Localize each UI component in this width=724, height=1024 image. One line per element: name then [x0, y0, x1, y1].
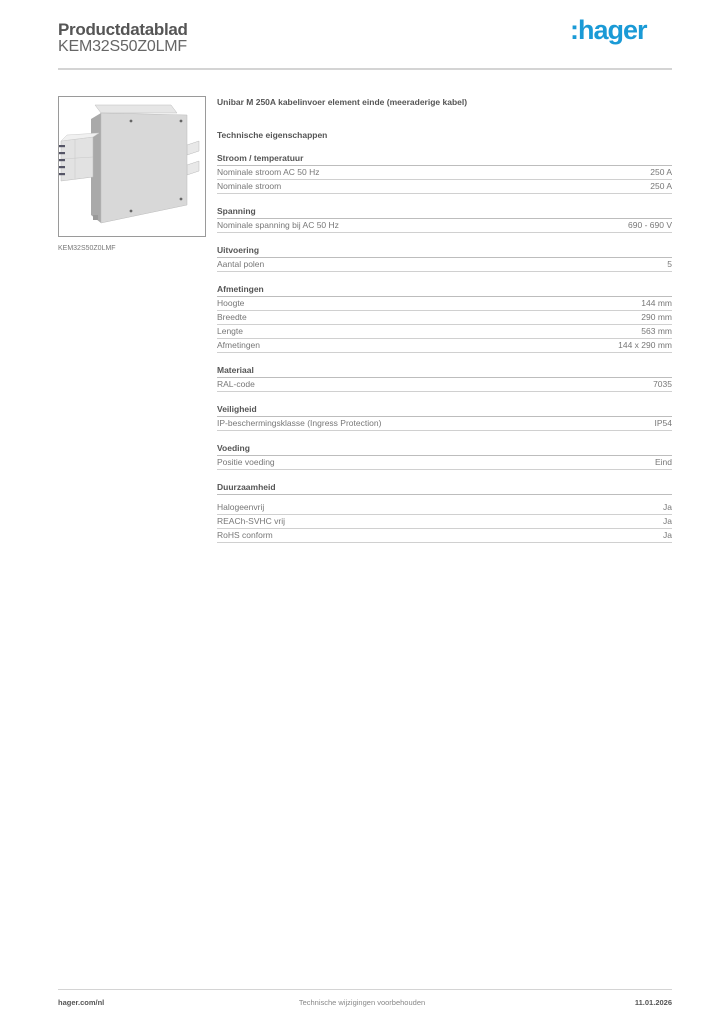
- section-title: Afmetingen: [217, 283, 672, 297]
- spec-label: RAL-code: [217, 379, 255, 389]
- spec-value: 250 A: [650, 167, 672, 177]
- spec-row: [217, 311, 672, 325]
- image-caption: KEM32S50Z0LMF: [58, 245, 116, 252]
- section-design: [217, 244, 672, 272]
- spec-label: Aantal polen: [217, 259, 265, 269]
- spec-value: 290 mm: [641, 312, 672, 322]
- section-title: Stroom / temperatuur: [217, 152, 672, 166]
- spec-label: Positie voeding: [217, 457, 275, 467]
- spec-label: Nominale stroom: [217, 181, 282, 191]
- spec-value: 144 x 290 mm: [618, 340, 672, 350]
- spec-row: [217, 378, 672, 392]
- hager-logo: :hager: [570, 15, 647, 45]
- spec-row: [217, 417, 672, 431]
- spec-content: [217, 96, 672, 543]
- section-title: Spanning: [217, 205, 672, 219]
- spec-value: Ja: [663, 502, 672, 512]
- section-voltage: [217, 205, 672, 233]
- spec-row: [217, 515, 672, 529]
- technical-properties-heading: Technische eigenschappen: [217, 130, 328, 140]
- section-safety: [217, 403, 672, 431]
- section-current-temperature: [217, 152, 672, 194]
- header-divider: [58, 68, 672, 70]
- footer-date: 11.01.2026: [634, 998, 672, 1007]
- spec-value: Eind: [654, 457, 672, 467]
- spec-row: [217, 325, 672, 339]
- spec-row: [217, 297, 672, 311]
- section-title: Materiaal: [217, 364, 672, 378]
- spec-label: Afmetingen: [217, 340, 260, 350]
- spec-value: 563 mm: [641, 326, 672, 336]
- spec-label: Halogeenvrij: [217, 502, 265, 512]
- spec-label: REACh-SVHC vrij: [217, 516, 286, 526]
- spec-row: [217, 501, 672, 515]
- spec-row: [217, 258, 672, 272]
- product-description: Unibar M 250A kabelinvoer element einde (meeraderige kabel): [217, 97, 468, 107]
- section-title: Duurzaamheid: [217, 481, 672, 495]
- spec-value: 250 A: [650, 181, 672, 191]
- spec-label: Nominale spanning bij AC 50 Hz: [217, 220, 339, 230]
- page-title: Productdatablad: [58, 20, 188, 39]
- spec-value: 690 - 690 V: [628, 220, 672, 230]
- spec-label: Hoogte: [217, 298, 245, 308]
- footer-divider: [58, 989, 672, 990]
- spec-label: Nominale stroom AC 50 Hz: [217, 167, 320, 177]
- section-dimensions: [217, 283, 672, 353]
- spec-label: Lengte: [217, 326, 243, 336]
- product-code: KEM32S50Z0LMF: [58, 38, 188, 55]
- spec-value: Ja: [663, 516, 672, 526]
- spec-label: RoHS conform: [217, 530, 273, 540]
- spec-row: [217, 529, 672, 543]
- spec-value: IP54: [654, 418, 672, 428]
- spec-row: [217, 456, 672, 470]
- footer-notice: Technische wijzigingen voorbehouden: [298, 998, 426, 1007]
- footer-website-link[interactable]: hager.com/nl: [58, 998, 105, 1007]
- spec-row: [217, 166, 672, 180]
- spec-row: [217, 180, 672, 194]
- spec-value: 5: [667, 259, 672, 269]
- section-material: [217, 364, 672, 392]
- spec-row: [217, 339, 672, 353]
- section-supply: [217, 442, 672, 470]
- busbar-feed-unit-illustration: [59, 97, 205, 236]
- spec-value: Ja: [663, 530, 672, 540]
- spec-label: Breedte: [217, 312, 247, 322]
- spec-row: [217, 219, 672, 233]
- section-title: Veiligheid: [217, 403, 672, 417]
- section-title: Voeding: [217, 442, 672, 456]
- spec-value: 144 mm: [641, 298, 672, 308]
- product-image: [58, 96, 206, 237]
- section-title: Uitvoering: [217, 244, 672, 258]
- spec-value: 7035: [653, 379, 672, 389]
- spec-label: IP-beschermingsklasse (Ingress Protection): [217, 418, 382, 428]
- section-sustainability: [217, 481, 672, 543]
